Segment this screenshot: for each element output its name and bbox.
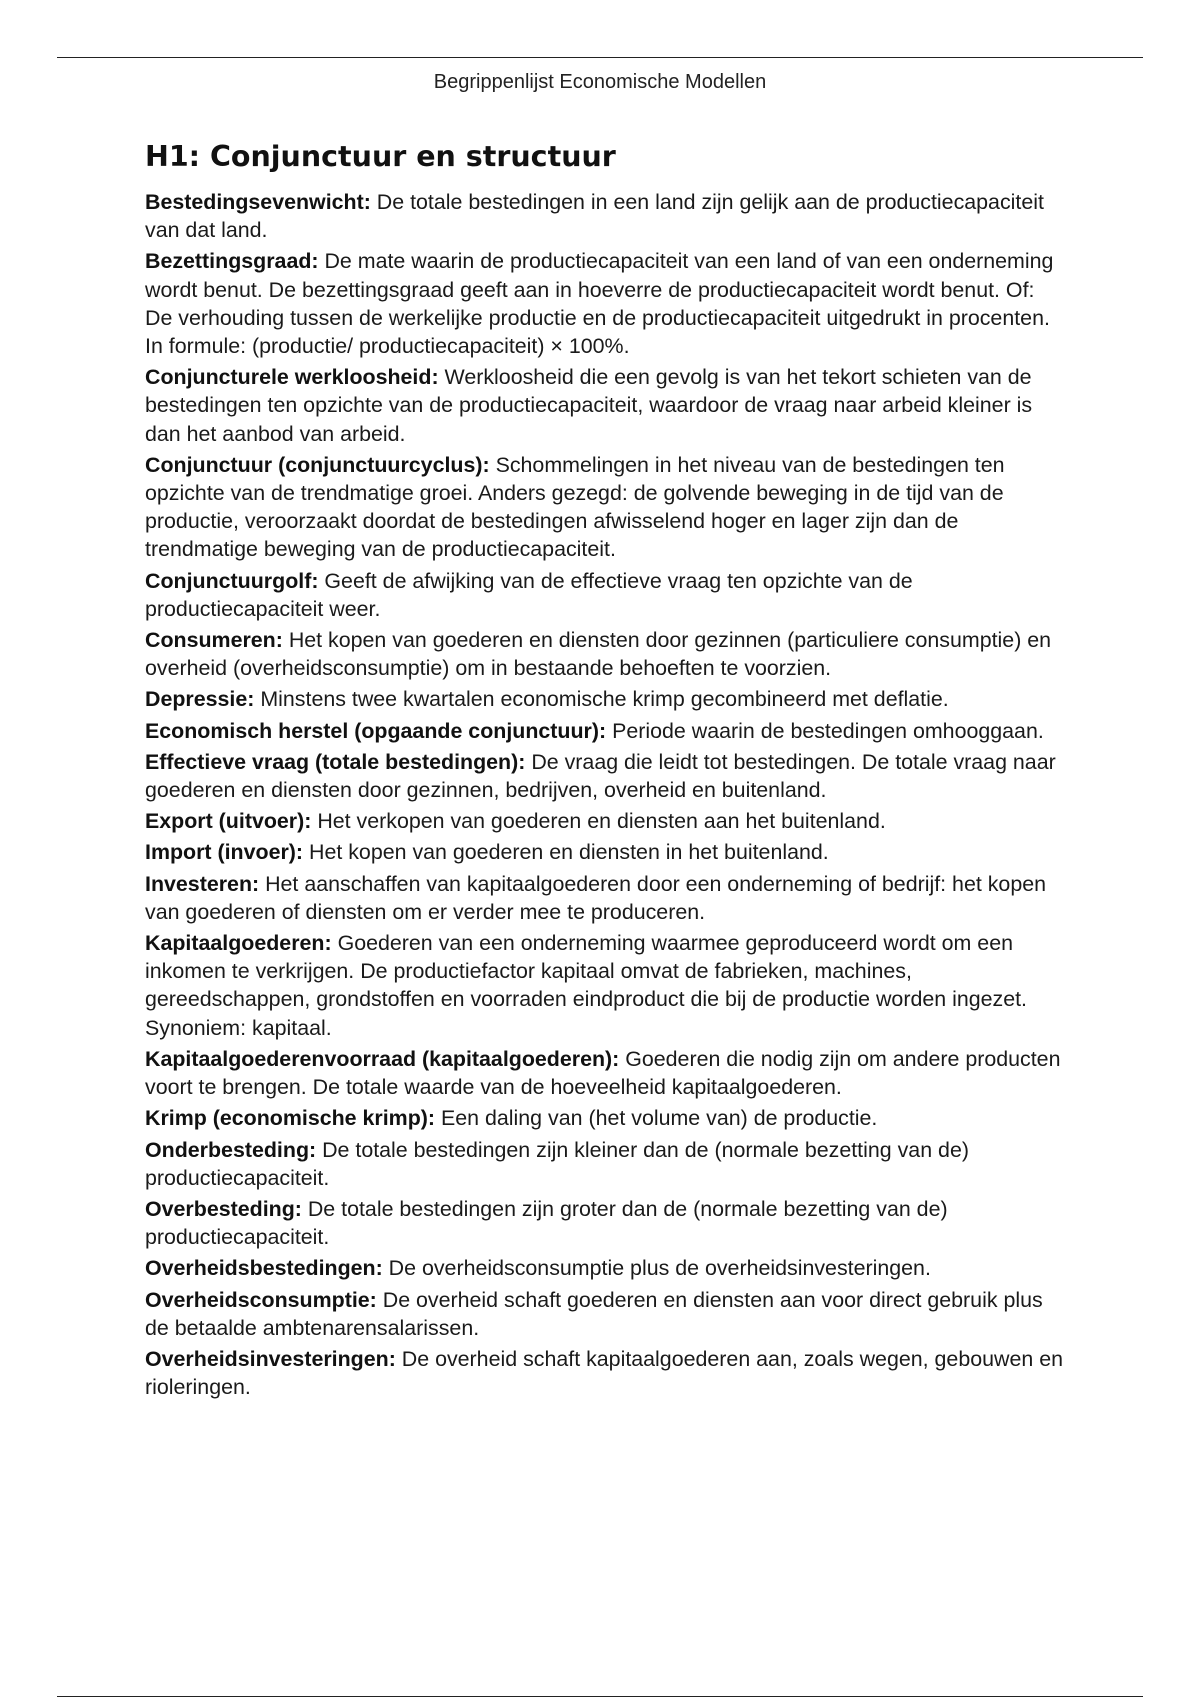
- glossary-definition: De vraag die leidt tot bestedingen. De totale vraag naar goederen en diensten door gezinnen, bedrijven, overheid en buitenland.: [145, 749, 1056, 803]
- glossary-term: Kapitaalgoederen:: [145, 931, 332, 956]
- glossary-definition: De overheid schaft kapitaalgoederen aan, zoals wegen, gebouwen en rioleringen.: [145, 1346, 1063, 1400]
- glossary-entry: [145, 1104, 1065, 1132]
- glossary-entry: [145, 363, 1065, 448]
- glossary-entry: [145, 717, 1065, 745]
- glossary-entry: [145, 567, 1065, 623]
- glossary-term: Effectieve vraag (totale bestedingen):: [145, 749, 526, 774]
- glossary-entry: [145, 1254, 1065, 1282]
- glossary-definition: Het aanschaffen van kapitaalgoederen door een onderneming of bedrijf: het kopen van goederen of diensten om er verder mee te produceren.: [145, 871, 1047, 924]
- chapter-title: H1: Conjunctuur en structuur: [145, 140, 616, 173]
- glossary-term: Bezettingsgraad:: [145, 249, 319, 274]
- glossary-term: Conjuncturele werkloosheid:: [145, 365, 439, 390]
- glossary-entry: [145, 247, 1065, 360]
- glossary-term: Krimp (economische krimp):: [145, 1106, 436, 1131]
- glossary-definition: De overheidsconsumptie plus de overheidsinvesteringen.: [382, 1256, 931, 1281]
- glossary-definition: Het kopen van goederen en diensten door gezinnen (particuliere consumptie) en overheid (overheidsconsumptie) om in bestaande behoeften te voorzien.: [145, 628, 1052, 681]
- glossary-definition: Het kopen van goederen en diensten in het buitenland.: [303, 840, 829, 865]
- glossary-entry: [145, 870, 1065, 926]
- glossary-term: Overheidsinvesteringen:: [145, 1346, 396, 1371]
- glossary-entry: [145, 626, 1065, 682]
- glossary-entry: [145, 188, 1065, 244]
- glossary-definition: Geeft de afwijking van de effectieve vraag ten opzichte van de productiecapaciteit weer.: [145, 568, 913, 621]
- glossary-entry: [145, 1286, 1065, 1342]
- glossary-definition: Periode waarin de bestedingen omhooggaan.: [606, 718, 1044, 743]
- glossary-entry: [145, 838, 1065, 866]
- glossary-term: Overheidsconsumptie:: [145, 1287, 377, 1312]
- glossary-definition: De totale bestedingen zijn groter dan de (normale bezetting van de) productiecapaciteit.: [145, 1196, 948, 1250]
- running-header: Begrippenlijst Economische Modellen: [433, 71, 767, 93]
- glossary-term: Economisch herstel (opgaande conjunctuur):: [145, 718, 607, 743]
- glossary-definition: Werkloosheid die een gevolg is van het tekort schieten van de bestedingen ten opzichte van de productiecapaciteit, waardoor de vraag naar arbeid kleiner is dan het aanbod van arbeid.: [145, 365, 1033, 446]
- glossary-definition: De overheid schaft goederen en diensten aan voor direct gebruik plus de betaalde ambtenarensalarissen.: [145, 1287, 1043, 1340]
- glossary-term: Investeren:: [145, 871, 260, 896]
- glossary-definition: Goederen van een onderneming waarmee geproduceerd wordt om een inkomen te verkrijgen. De productiefactor kapitaal omvat de fabrieken, machines, gereedschappen, grondstoffen en voorraden eindproduct die bij de productie worden ingezet. Synoniem: kapitaal.: [145, 931, 1027, 1040]
- glossary-definition: Schommelingen in het niveau van de bestedingen ten opzichte van de trendmatige groei. Anders gezegd: de golvende beweging in de tijd van de productie, veroorzaakt doordat de bestedingen afwisselend hoger en lager zijn dan de trendmatige beweging van de productiecapaciteit.: [145, 452, 1005, 562]
- page-content: [145, 140, 1065, 1404]
- glossary-term: Depressie:: [145, 687, 255, 712]
- glossary-entry: [145, 748, 1065, 804]
- glossary-definition: Minstens twee kwartalen economische krimp gecombineerd met deflatie.: [254, 687, 949, 712]
- glossary-term: Conjunctuur (conjunctuurcyclus):: [145, 452, 490, 477]
- glossary-entry: [145, 807, 1065, 835]
- glossary-entry: [145, 1045, 1065, 1101]
- glossary-term: Bestedingsevenwicht:: [145, 190, 371, 214]
- glossary-entry: [145, 1345, 1065, 1401]
- footer-rule: [57, 1696, 1143, 1697]
- glossary-term: Import (invoer):: [145, 840, 304, 865]
- glossary-entry: [145, 685, 1065, 713]
- glossary-term: Consumeren:: [145, 628, 283, 653]
- glossary-term: Export (uitvoer):: [145, 809, 312, 834]
- glossary-definition: Het verkopen van goederen en diensten aan het buitenland.: [311, 809, 886, 834]
- header-rule: [57, 57, 1143, 58]
- glossary-term: Onderbesteding:: [145, 1137, 317, 1162]
- glossary-term: Kapitaalgoederenvoorraad (kapitaalgoederen):: [145, 1046, 620, 1071]
- glossary-definition: De mate waarin de productiecapaciteit van een land of van een onderneming wordt benut. De bezettingsgraad geeft aan in hoeverre de productiecapaciteit wordt benut. Of: De verhouding tussen de werkelijke productie en de productiecapaciteit uitgedrukt in procenten. In formule: (productie/ productiecapaciteit) × 100%.: [145, 249, 1054, 359]
- glossary-entry: [145, 1195, 1065, 1251]
- glossary-definition: De totale bestedingen zijn kleiner dan de (normale bezetting van de) productiecapaciteit.: [145, 1137, 969, 1190]
- glossary-definition: De totale bestedingen in een land zijn gelijk aan de productiecapaciteit van dat land.: [145, 190, 1044, 243]
- glossary-definition: Goederen die nodig zijn om andere producten voort te brengen. De totale waarde van de hoeveelheid kapitaalgoederen.: [145, 1046, 1061, 1100]
- glossary-term: Overbesteding:: [145, 1196, 302, 1221]
- glossary-entry: [145, 929, 1065, 1042]
- glossary-entry: [145, 451, 1065, 564]
- glossary-entry: [145, 1136, 1065, 1192]
- glossary-term: Conjunctuurgolf:: [145, 568, 319, 593]
- glossary-term: Overheidsbestedingen:: [145, 1256, 383, 1281]
- glossary-definition: Een daling van (het volume van) de productie.: [435, 1106, 878, 1131]
